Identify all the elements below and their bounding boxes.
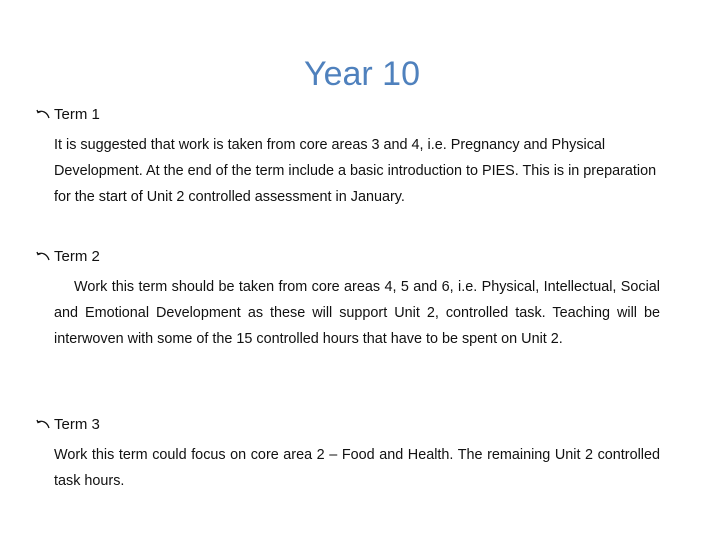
- term-3-heading-label: Term 3: [54, 416, 100, 433]
- term-1-body: It is suggested that work is taken from core areas 3 and 4, i.e. Pregnancy and Physical Development. At the end of the term include a basic introduction to PIES. This is in preparation for the start of Unit 2 controlled assessment in January.: [54, 137, 657, 205]
- curved-arrow-bullet-icon: [36, 249, 51, 263]
- term-3-heading: [36, 415, 100, 435]
- term-2-heading: [36, 247, 100, 267]
- slide-title: Year 10: [304, 55, 420, 93]
- term-2-body: Work this term should be taken from core areas 4, 5 and 6, i.e. Physical, Intellectual, Social and Emotional Development as these will support Unit 2, controlled task. Teaching will be interwoven with some of the 15 controlled hours that have to be spent on Unit 2.: [54, 279, 660, 347]
- curved-arrow-bullet-icon: [36, 107, 51, 121]
- term-3-body: Work this term could focus on core area 2 – Food and Health. The remaining Unit 2 controlled task hours.: [54, 447, 660, 489]
- term-1-heading: [36, 105, 100, 125]
- term-1-heading-label: Term 1: [54, 106, 100, 123]
- curved-arrow-bullet-icon: [36, 417, 51, 431]
- term-2-heading-label: Term 2: [54, 248, 100, 265]
